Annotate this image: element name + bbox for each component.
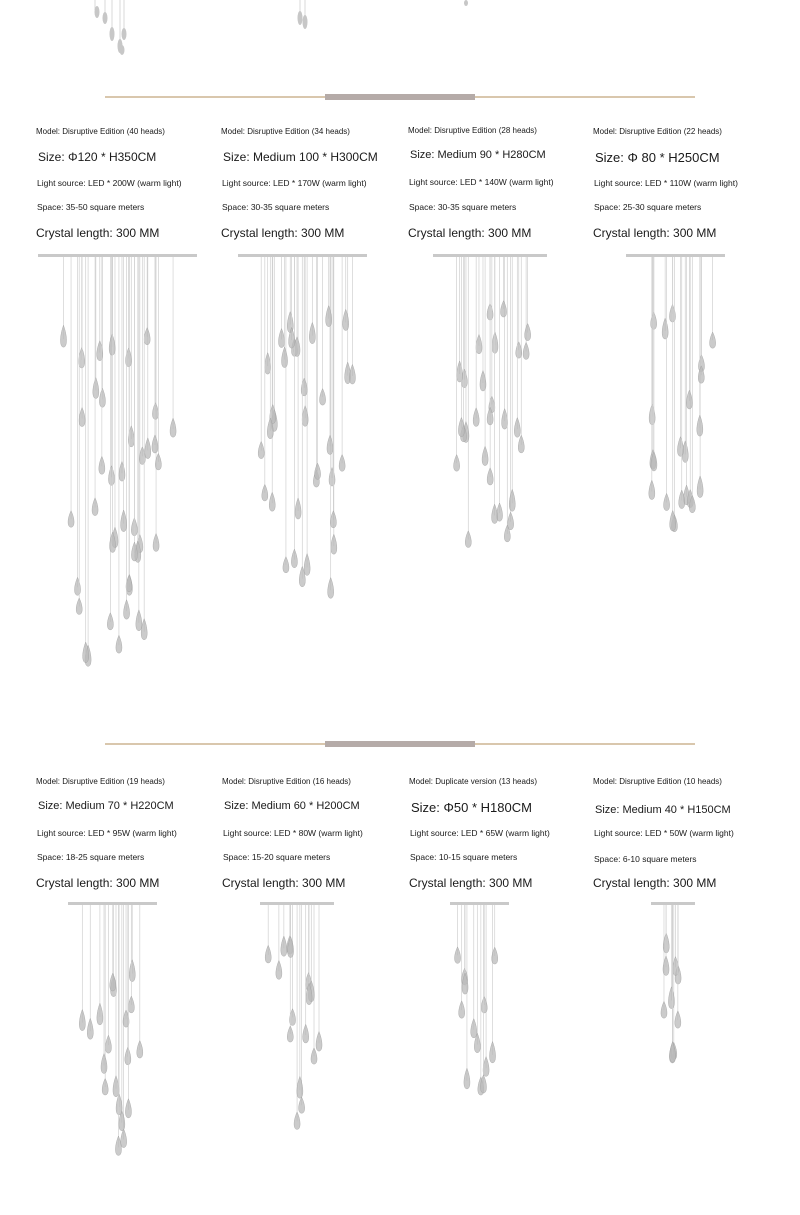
crystal-drop <box>662 257 668 339</box>
section-divider-top <box>105 96 695 98</box>
light-source-label: Light source: LED * 50W (warm light) <box>594 828 734 838</box>
crystal-drop <box>144 257 150 345</box>
model-label: Model: Disruptive Edition (40 heads) <box>36 127 165 136</box>
crystal-drop <box>129 905 135 982</box>
chandelier-canopy <box>433 254 547 257</box>
crystal-drop <box>315 257 321 479</box>
chandelier-canopy <box>450 902 509 905</box>
model-label: Model: Disruptive Edition (22 heads) <box>593 127 722 136</box>
space-label: Space: 25-30 square meters <box>594 202 702 212</box>
model-label: Model: Disruptive Edition (10 heads) <box>593 777 722 786</box>
crystal-drop <box>684 257 690 505</box>
crystal-drop <box>281 905 287 956</box>
size-label: Size: Φ120 * H350CM <box>38 150 157 164</box>
crystal-drop <box>79 905 85 1031</box>
chandelier-16-heads-svg <box>252 898 342 1168</box>
section-divider-middle <box>105 743 695 745</box>
space-label: Space: 15-20 square meters <box>223 852 331 862</box>
crystal-drop <box>270 257 276 423</box>
size-label: Size: Medium 60 * H200CM <box>224 800 360 812</box>
chandelier-canopy <box>626 254 725 257</box>
size-label: Size: Medium 40 * H150CM <box>595 804 731 816</box>
crystal-drop <box>276 905 282 979</box>
space-label: Space: 6-10 square meters <box>594 854 697 864</box>
light-source-label: Light source: LED * 80W (warm light) <box>223 828 363 838</box>
chandelier-19-heads-svg <box>60 898 165 1193</box>
crystal-length-label: Crystal length: 300 MM <box>408 226 532 240</box>
crystal-drop <box>128 905 134 1013</box>
crystal-length-label: Crystal length: 300 MM <box>593 876 717 890</box>
size-label: Size: Medium 70 * H220CM <box>38 800 174 812</box>
crystal-drop <box>145 257 151 459</box>
crystal-drop <box>136 257 142 631</box>
crystal-drop <box>461 257 467 388</box>
space-label: Space: 30-35 square meters <box>222 202 330 212</box>
crystal-drop <box>265 905 271 963</box>
crystal-drop <box>108 257 114 485</box>
crystal-drop <box>309 257 315 344</box>
crystal-length-label: Crystal length: 300 MM <box>409 876 533 890</box>
crystal-drop <box>670 257 676 531</box>
crystal-drop <box>686 257 692 409</box>
chandelier-10-heads-svg <box>643 898 703 1103</box>
crystal-drop <box>516 257 522 358</box>
crystal-drop <box>455 905 461 963</box>
chandelier-13-heads-svg <box>442 898 517 1143</box>
top-partial-lamps <box>0 0 800 60</box>
model-label: Model: Disruptive Edition (28 heads) <box>408 126 537 135</box>
crystal-drop <box>313 257 319 487</box>
crystal-drop <box>75 257 81 595</box>
space-label: Space: 18-25 square meters <box>37 852 145 862</box>
chandelier-28-heads-svg <box>425 250 555 590</box>
size-label: Size: Φ 80 * H250CM <box>595 150 720 165</box>
crystal-drop <box>258 257 264 459</box>
crystal-drop <box>471 905 477 1038</box>
space-label: Space: 30-35 square meters <box>409 202 517 212</box>
crystal-drop <box>97 905 103 1025</box>
space-label: Space: 35-50 square meters <box>37 202 145 212</box>
crystal-length-label: Crystal length: 300 MM <box>36 226 160 240</box>
light-source-label: Light source: LED * 170W (warm light) <box>222 178 367 188</box>
model-label: Model: Disruptive Edition (19 heads) <box>36 777 165 786</box>
crystal-drop <box>497 257 503 521</box>
chandelier-canopy <box>68 902 157 905</box>
crystal-drop <box>682 257 688 462</box>
crystal-drop <box>283 257 289 573</box>
crystal-length-label: Crystal length: 300 MM <box>36 876 160 890</box>
crystal-drop <box>79 257 85 368</box>
chandelier-22-heads <box>618 250 733 580</box>
light-source-label: Light source: LED * 140W (warm light) <box>409 177 554 187</box>
model-label: Model: Duplicate version (13 heads) <box>409 777 538 786</box>
crystal-drop <box>282 257 288 368</box>
size-label: Size: Medium 90 * H280CM <box>410 149 546 161</box>
light-source-label: Light source: LED * 95W (warm light) <box>37 828 177 838</box>
crystal-length-label: Crystal length: 300 MM <box>593 226 717 240</box>
crystal-length-label: Crystal length: 300 MM <box>222 876 346 890</box>
crystal-drop <box>137 905 143 1058</box>
crystal-drop <box>60 257 66 347</box>
light-source-label: Light source: LED * 65W (warm light) <box>410 828 550 838</box>
crystal-drop <box>650 257 656 469</box>
chandelier-40-heads <box>30 250 205 710</box>
crystal-drop <box>79 257 85 427</box>
crystal-drop <box>523 257 529 359</box>
crystal-drop <box>330 257 336 528</box>
chandelier-22-heads-svg <box>618 250 733 580</box>
chandelier-10-heads <box>643 898 703 1103</box>
size-label: Size: Φ50 * H180CM <box>411 800 532 815</box>
crystal-drop <box>262 257 268 501</box>
crystal-drop <box>320 257 326 405</box>
crystal-length-label: Crystal length: 300 MM <box>221 226 345 240</box>
crystal-drop <box>664 257 670 511</box>
crystal-drop <box>504 257 510 542</box>
crystal-drop <box>116 257 122 653</box>
crystal-drop <box>502 257 508 429</box>
chandelier-16-heads <box>252 898 342 1168</box>
crystal-drop <box>87 905 93 1039</box>
crystal-drop <box>93 257 99 398</box>
chandelier-34-heads-svg <box>230 250 375 650</box>
crystal-drop <box>710 257 716 348</box>
crystal-drop <box>349 257 355 384</box>
light-source-label: Light source: LED * 110W (warm light) <box>594 178 738 188</box>
chandelier-40-heads-svg <box>30 250 205 710</box>
model-label: Model: Disruptive Edition (34 heads) <box>221 127 350 136</box>
chandelier-canopy <box>651 902 695 905</box>
chandelier-19-heads <box>60 898 165 1193</box>
crystal-drop <box>76 257 82 614</box>
chandelier-34-heads <box>230 250 375 650</box>
crystal-drop <box>316 905 322 1051</box>
model-label: Model: Disruptive Edition (16 heads) <box>222 777 351 786</box>
crystal-drop <box>119 257 125 481</box>
crystal-drop <box>279 257 285 348</box>
crystal-drop <box>509 257 515 511</box>
divider-accent <box>325 94 475 100</box>
crystal-drop <box>121 257 127 532</box>
space-label: Space: 10-15 square meters <box>410 852 518 862</box>
crystal-drop <box>525 257 531 341</box>
light-source-label: Light source: LED * 200W (warm light) <box>37 178 182 188</box>
crystal-drop <box>68 257 74 527</box>
crystal-drop <box>508 257 514 530</box>
crystal-drop <box>697 257 703 436</box>
crystal-drop <box>152 257 158 453</box>
crystal-drop <box>170 257 176 437</box>
crystal-drop <box>476 257 482 354</box>
crystal-drop <box>265 257 271 374</box>
crystal-drop <box>339 257 345 471</box>
chandelier-canopy <box>38 254 197 257</box>
crystal-drop <box>110 905 116 991</box>
crystal-drop <box>306 905 312 990</box>
crystal-drop <box>152 257 158 419</box>
crystal-drop <box>131 257 137 561</box>
chandelier-canopy <box>238 254 367 257</box>
crystal-drop <box>295 257 301 519</box>
top-partial-lamps-svg <box>0 0 800 60</box>
crystal-drop <box>679 257 685 509</box>
crystal-drop <box>501 257 507 317</box>
crystal-drop <box>670 905 676 1062</box>
crystal-drop <box>677 257 683 456</box>
chandelier-28-heads <box>425 250 555 590</box>
crystal-drop <box>291 257 297 568</box>
chandelier-13-heads <box>442 898 517 1143</box>
chandelier-canopy <box>260 902 334 905</box>
crystal-drop <box>99 257 105 407</box>
crystal-drop <box>289 257 295 348</box>
crystal-drop <box>287 257 293 333</box>
size-label: Size: Medium 100 * H300CM <box>223 150 378 164</box>
divider-accent <box>325 741 475 747</box>
